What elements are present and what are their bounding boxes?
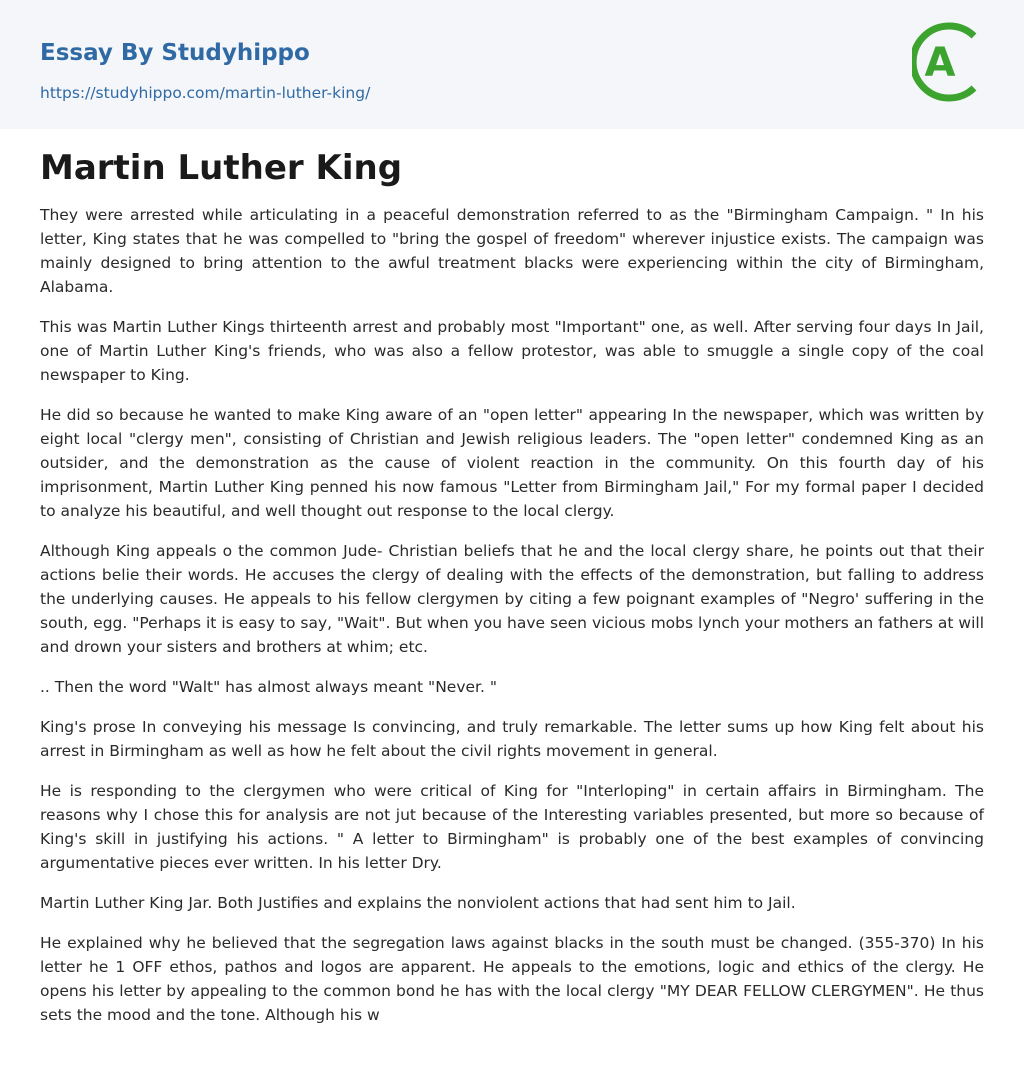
paragraph: They were arrested while articulating in a peaceful demonstration referred to as the "Birmingham Campaign. " In his letter, King states that he was compelled to "bring the gospel of freedom" wherever injustice exists. The campaign was mainly designed to bring attention to the awful treatment blacks were experiencing within the city of Birmingham, Alabama.: [40, 206, 984, 296]
paragraph: He explained why he believed that the segregation laws against blacks in the south must be changed. (355-370) In his letter he 1 OFF ethos, pathos and logos are apparent. He appeals to the emotions, logic and ethics of the clergy. He opens his letter by appealing to the common bond he has with the local clergy "MY DEAR FELLOW CLERGYMEN". He thus sets the mood and the tone. Although his w: [40, 934, 984, 1024]
essay-body: [40, 203, 984, 1027]
paragraph: King's prose In conveying his message Is convincing, and truly remarkable. The letter sums up how King felt about his arrest in Birmingham as well as how he felt about the civil rights movement in general.: [40, 718, 984, 760]
paragraph: Although King appeals o the common Jude- Christian beliefs that he and the local clergy share, he points out that their actions belie their words. He accuses the clergy of dealing with the effects of the demonstration, but falling to address the underlying causes. He appeals to his fellow clergymen by citing a few poignant examples of "Negro' suffering in the south, egg. "Perhaps it is easy to say, "Wait". But when you have seen vicious mobs lynch your mothers an fathers at will and drown your sisters and brothers at whim; etc.: [40, 542, 984, 656]
page-title: Martin Luther King: [40, 148, 403, 188]
site-header: [0, 0, 1024, 129]
paragraph: This was Martin Luther Kings thirteenth arrest and probably most "Important" one, as well. After serving four days In Jail, one of Martin Luther King's friends, who was also a fellow protestor, was able to smuggle a single copy of the coal newspaper to King.: [40, 318, 984, 384]
article: [0, 129, 1024, 1027]
paragraph: He did so because he wanted to make King aware of an "open letter" appearing In the newspaper, which was written by eight local "clergy men", consisting of Christian and Jewish religious leaders. The "open letter" condemned King as an outsider, and the demonstration as the cause of violent reaction in the community. On this fourth day of his imprisonment, Martin Luther King penned his now famous "Letter from Birmingham Jail," For my formal paper I decided to analyze his beautiful, and well thought out response to the local clergy.: [40, 406, 984, 520]
studyhippo-logo-icon[interactable]: [912, 20, 986, 104]
paragraph: .. Then the word "Walt" has almost always meant "Never. ": [40, 678, 497, 696]
brand-title[interactable]: Essay By Studyhippo: [40, 40, 310, 66]
paragraph: He is responding to the clergymen who were critical of King for "Interloping" in certain affairs in Birmingham. The reasons why I chose this for analysis are not jut because of the Interesting variables presented, but more so because of King's skill in justifying his actions. " A letter to Birmingham" is probably one of the best examples of convincing argumentative pieces ever written. In his letter Dry.: [40, 782, 984, 872]
essay-url-link[interactable]: https://studyhippo.com/martin-luther-king/: [40, 84, 371, 102]
logo-letter: A: [924, 40, 956, 86]
paragraph: Martin Luther King Jar. Both Justifies and explains the nonviolent actions that had sent him to Jail.: [40, 894, 796, 912]
